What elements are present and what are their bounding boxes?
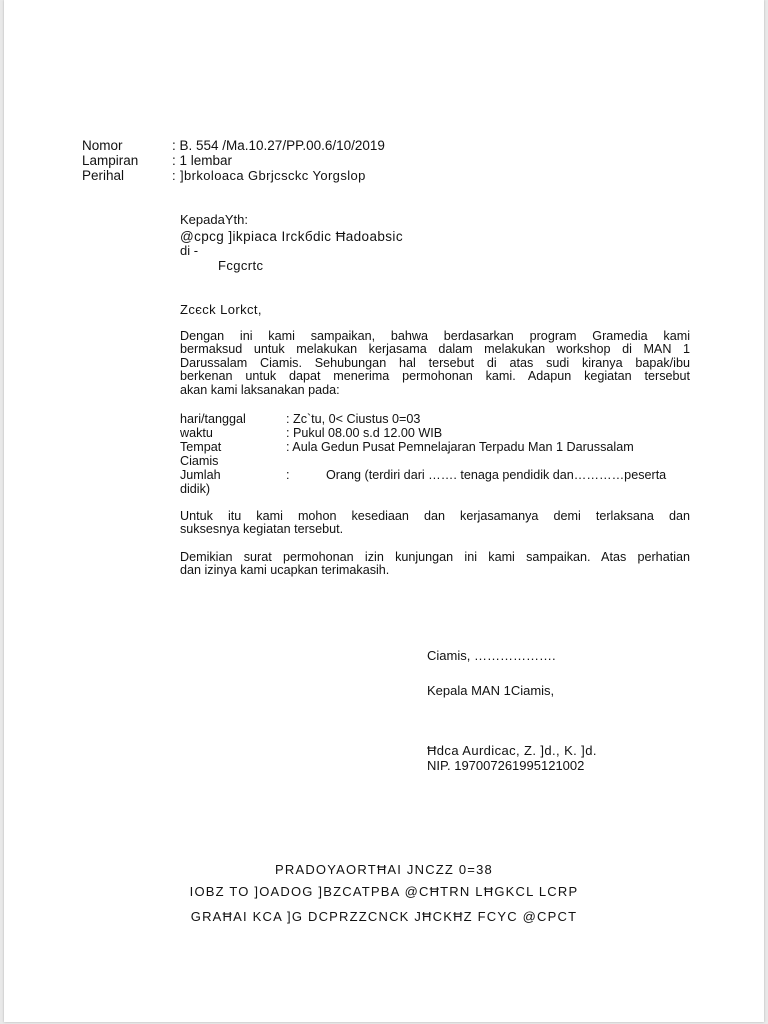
lampiran-value: : 1 lembar — [172, 153, 233, 168]
recipient-name: @cpcg ]ikpiaca Irckбdic Ħadoabsic — [180, 229, 403, 244]
hari-label: hari/tanggal — [180, 412, 246, 426]
recipient-place: Fcgcrtc — [218, 258, 264, 273]
paragraph-1-line-1: Dengan ini kami sampaikan, bahwa berdasarkan program Gramedia kami — [180, 329, 690, 343]
hari-value: : Zc`tu, 0< Ciustus 0=03 — [286, 412, 421, 426]
tempat-label: Tempat — [180, 440, 222, 454]
jumlah-colon: : — [286, 468, 290, 482]
paragraph-1 — [180, 330, 690, 397]
signature-nip: NIP. 197007261995121002 — [427, 758, 585, 773]
footer-line-2: IOBZ TO ]OADOG ]BZCATPBA @CĦTRN LĦGKCL LCRP — [189, 884, 579, 899]
paragraph-2-line-2: suksesnya kegiatan tersebut. — [180, 522, 344, 537]
paragraph-1-line-5: akan kami laksanakan pada: — [180, 382, 340, 397]
perihal-label: Perihal — [82, 168, 125, 183]
jumlah-continuation: didik) — [180, 482, 211, 496]
lampiran-label: Lampiran — [82, 153, 139, 168]
footer-line-1: PRADOYAORTĦAI JNCZZ 0=38 — [275, 862, 493, 877]
perihal-value: : ]brkоloaca Gbrjcsckc Yorgslоp — [172, 168, 366, 183]
signature-title: Kepala MAN 1Ciamis, — [427, 683, 555, 698]
recipient-kepada: KepadaYth: — [180, 212, 248, 227]
jumlah-label: Jumlah — [180, 468, 221, 482]
paragraph-3-line-1: Demikian surat permohonan izin kunjungan ini kami sampaikan. Atas perhatian — [180, 550, 690, 564]
paragraph-1-line-3: Darussalam Ciamis. Sehubungan hal tersebut di atas sudi kiranya bapak/ibu — [180, 355, 690, 370]
nomor-label: Nomor — [82, 138, 123, 153]
waktu-label: waktu — [180, 426, 213, 440]
paragraph-3-line-2: dan izinya kami ucapkan terimakasih. — [180, 563, 390, 578]
footer-line-3: GRAĦAI KCA ]G DCPRZZCNCK JĦCKĦZ FCYC @CPCT — [190, 909, 578, 924]
paragraph-1-line-2: bermaksud untuk melakukan kerjasama dalam melakukan workshop di MAN 1 — [180, 342, 690, 357]
jumlah-value: Orang (terdiri dari ……. tenaga pendidik dan…………peserta — [326, 468, 667, 482]
paragraph-2 — [180, 510, 690, 537]
tempat-continuation: Ciamis — [180, 454, 219, 468]
signature-name: Ħdca Aurdicac, Z. ]d., K. ]d. — [427, 743, 597, 758]
letter-page — [4, 0, 764, 1022]
recipient-di: di - — [180, 243, 199, 258]
tempat-value: : Aula Gedun Pusat Pemnelajaran Terpadu Man 1 Darussalam — [286, 440, 634, 454]
paragraph-1-line-4: berkenan untuk dapat menerima permohonan kami. Adapun kegiatan tersebut — [180, 369, 690, 384]
paragraph-2-line-1: Untuk itu kami mohon kesediaan dan kerjasamanya demi terlaksana dan — [180, 509, 690, 523]
waktu-value: : Pukul 08.00 s.d 12.00 WIB — [286, 426, 443, 440]
nomor-value: : B. 554 /Ma.10.27/PP.00.6/10/2019 — [172, 138, 385, 153]
signature-place-date: Ciamis, ………………. — [427, 648, 556, 663]
paragraph-3 — [180, 551, 690, 578]
salutation: Zcєck Lorkct, — [180, 302, 262, 317]
